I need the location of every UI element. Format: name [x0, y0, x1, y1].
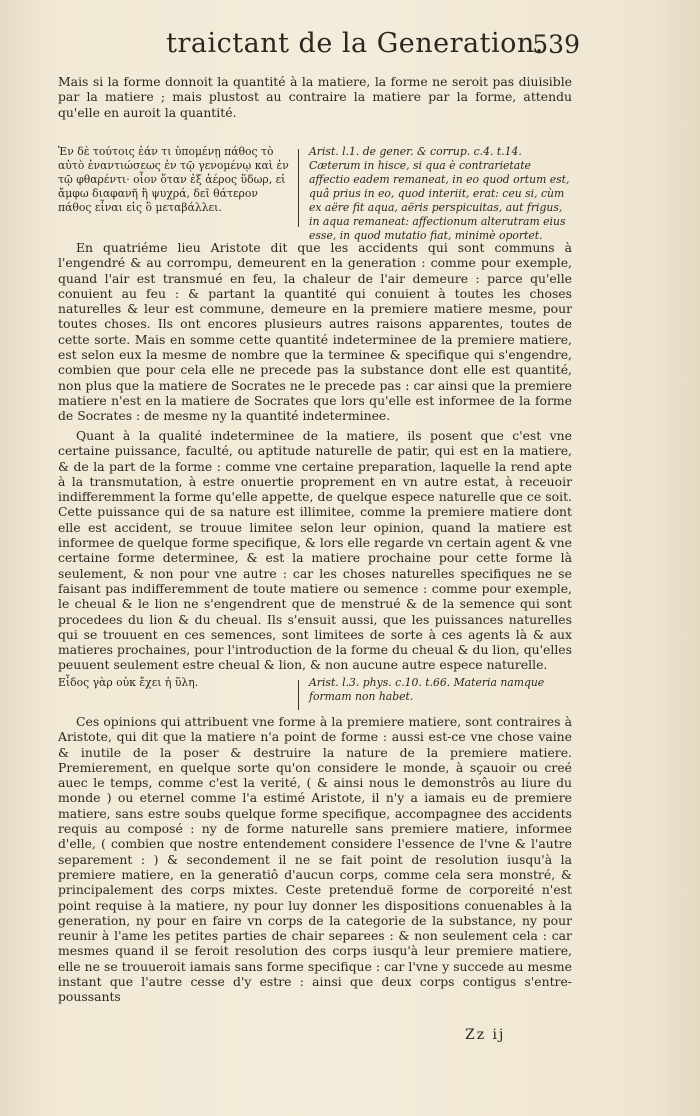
citation-1 — [58, 145, 572, 243]
paragraph-2-text: En quatriéme lieu Aristote dit que les accidents qui sont communs à l'engendré & au corrompu, demeurent en la generation : comme pour exemple, quand l'air est transmué en feu, la chaleur de l'air demeure : parce qu'elle conuient au feu : & partant la quantité qui conuient à toutes les choses naturelles & leur est commune, demeure en la premiere matiere mesme, pour toutes choses. Ils ont encores plusieurs autres raisons apparentes, toutes de cette sorte. Mais en somme cette quantité indeterminee de la premiere matiere, est selon eux la mesme de nombre que la terminee & specifique qui s'engendre, combien que pour cela elle ne precede pas la substance dont elle est quantité, non plus que la matiere de Socrates ne le precede pas : car ainsi que la premiere matiere n'est en la matiere de Socrates que lors qu'elle est informee de la forme de Socrates : de mesme ny la quantité indeterminee. — [58, 240, 572, 424]
paragraph-1 — [58, 74, 572, 120]
paragraph-2 — [58, 240, 572, 424]
citation-2-ref: Arist. l.3. phys. c.10. t.66. — [309, 676, 451, 689]
citation-2-greek: Εἶδος γὰρ οὐκ ἔχει ἡ ὕλη. — [58, 676, 199, 689]
paragraph-1-text: Mais si la forme donnoit la quantité à la matiere, la forme ne seroit pas diuisible par la matiere ; mais plustost au contraire la matiere par la forme, attendu qu'elle en auroit la quantité. — [58, 74, 572, 120]
paragraph-3 — [58, 428, 572, 673]
citation-1-ref: Arist. l.1. de gener. & corrup. c.4. t.14. — [309, 145, 522, 158]
citation-2 — [58, 676, 572, 710]
running-title: traictant de la Generation. — [166, 28, 544, 59]
citation-2-latin: Materia namque formam non habet. — [309, 676, 545, 703]
citation-2-divider — [298, 680, 299, 710]
citation-2-latin-block — [309, 676, 572, 710]
paragraph-4-text: Ces opinions qui attribuent vne forme à la premiere matiere, sont contraires à Aristote, qui dit que la matiere n'a point de forme : aussi est-ce vne chose vaine & inutile de la poser & destruire la nature de la premiere matiere. Premierement, en quelque sorte qu'on considere le monde, à sçauoir ou creé auec le temps, comme c'est la verité, ( & ainsi nous le demonstrôs au liure du monde ) ou eternel comme l'a estimé Aristote, il n'y a iamais eu de premiere matiere, sans estre soubs quelque forme specifique, accompagnee des accidents requis au composé : ny de forme naturelle sans premiere matiere, informee d'elle, ( combien que nostre entendement considere l'essence de l'vne & l'autre separement : ) & secondement il ne se fait point de resolution iusqu'à la premiere matiere, en la generatiô d'aucun corps, comme cela sera monstré, & principalement des corps mixtes. Ceste pretenduë forme de corporeité n'est point requise à la matiere, ny pour luy donner les dispositions conuenables à la generation, ny pour en faire vn corps de la categorie de la substance, ny pour reunir à l'ame les petites parties de chair separees : & non seulement cela : car mesmes quand il se feroit resolution des corps iusqu'à leur premiere matiere, elle ne se trouueroit iamais sans forme specifique : car l'vne y succede au mesme instant que l'autre cesse d'y estre : ainsi que deux corps contigus s'entre-poussants — [58, 714, 572, 1005]
citation-1-latin-block — [309, 145, 572, 243]
citation-1-greek: Ἐν δὲ τούτοις ἐάν τι ὑπομένῃ πάθος τὸ αὐτὸ ἐναντιώσεως ἐν τῷ γενομένῳ καὶ ἐν τῷ φθαρέντι· οἷον ὅταν ἐξ ἀέρος ὕδωρ, εἰ ἄμφω διαφανῆ ἢ ψυχρά, δεῖ θάτερον πάθος εἶναι εἰς ὃ μεταβάλλει. — [58, 145, 289, 214]
paragraph-3-text: Quant à la qualité indeterminee de la matiere, ils posent que c'est vne certaine puissance, faculté, ou aptitude naturelle de patir, qui est en la matiere, & de la part de la forme : comme vne certaine preparation, laquelle la rend apte à la transmutation, à estre onuertie proprement en vn autre estat, à receuoir indifferemment la forme qu'elle appette, de quelque espece naturelle que ce soit. Cette puissance qui de sa nature est illimitee, comme la premiere matiere dont elle est accident, se trouue limitee selon leur opinion, quand la matiere est informee de quelque forme specifique, & lors elle regarde vn certain agent & vne certaine forme determinee, & est la matiere prochaine pour cette forme là seulement, & non pour vne autre : car les choses naturelles specifiques ne se faisant pas indifferemment de toute matiere ou semence : comme pour exemple, le cheual & le lion ne s'engendrent que de menstrué & de la semence qui sont procedees du lion & du cheual. Ils s'ensuit aussi, que les puissances naturelles qui se trouuent en ces semences, sont limitees de sorte à ces agents là & aux matieres prochaines, pour l'introduction de la forme du cheual & du lion, qu'elles peuuent seulement estre cheual & lion, & non aucune autre espece naturelle. — [58, 428, 572, 673]
page-number: 539 — [532, 30, 580, 59]
citation-1-divider — [298, 149, 299, 227]
paragraph-4 — [58, 714, 572, 1005]
citation-1-latin: Cæterum in hisce, si qua è contrarietate affectio eadem remaneat, in eo quod ortum est, quâ prius in eo, quod interiit, erat: ceu si, cùm ex aëre fit aqua, aëris perspicuitas, aut frigus, in aqua remaneat: affectionum alterutram eius esse, in quod mutatio fiat, minimè oportet. — [309, 159, 570, 242]
signature-mark: Zz ij — [465, 1027, 506, 1043]
